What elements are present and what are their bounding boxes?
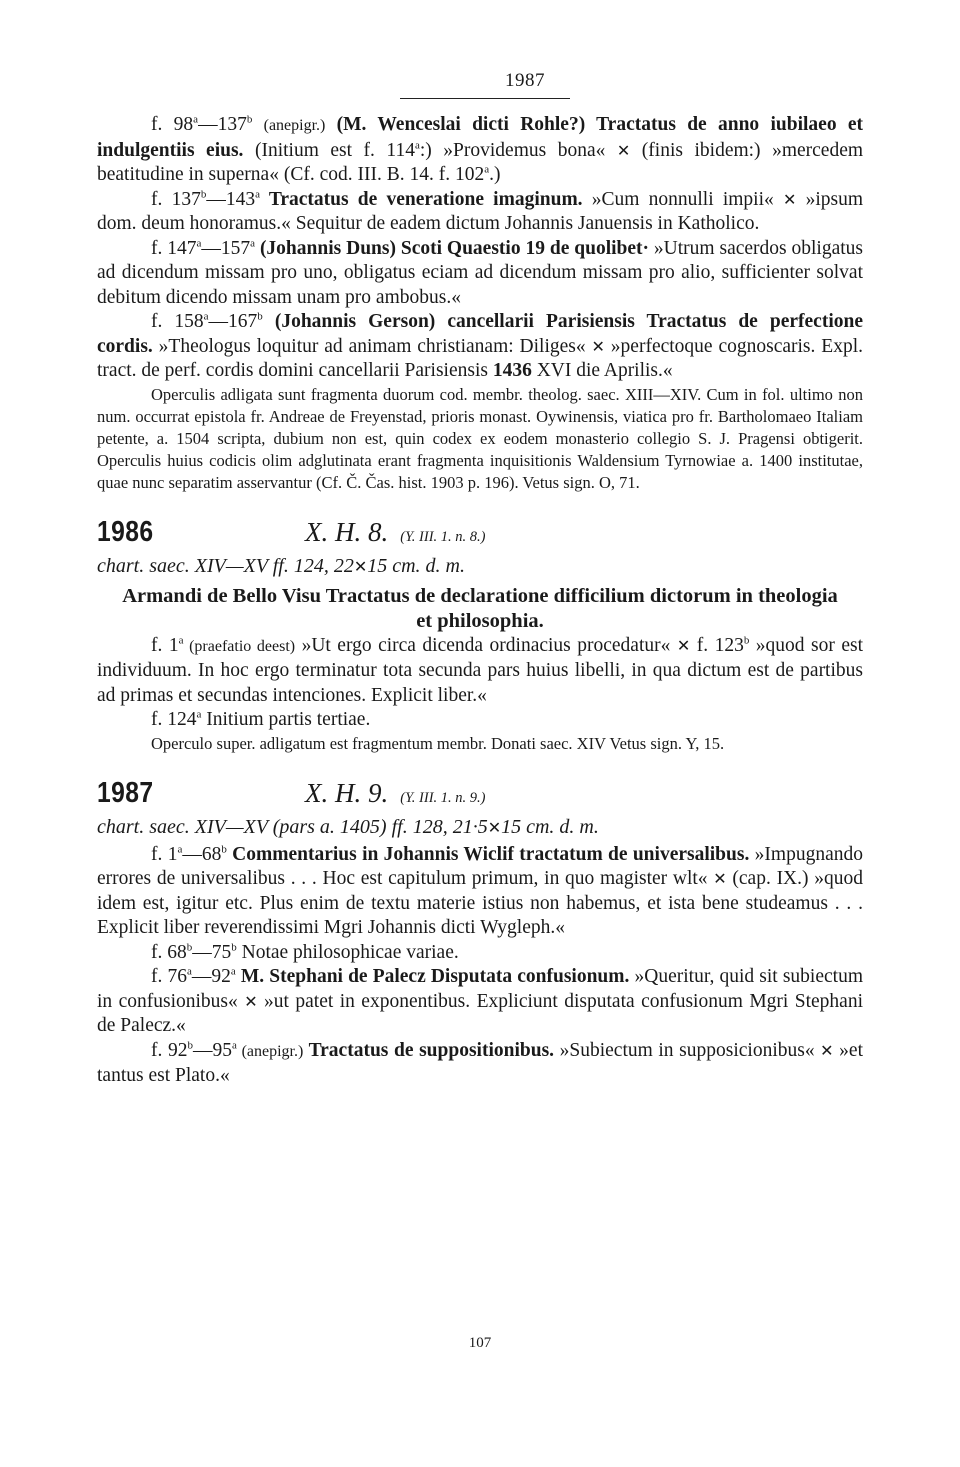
codex-description: chart. saec. XIV—XV (pars a. 1405) ff. 128, 21·5✕15 cm. d. m. — [97, 815, 599, 838]
codex-note: Operculis adligata sunt fragmenta duorum cod. membr. theolog. saec. XIII—XIV. Cum in fol. ultimo non num. occurrat epistola fr. Andreae de Freyenstad, prioris monast. Oywinensis, viatica pro fr. Bartholomaeo Italiam petente, a. 1504 scripta, dubium non est, quin codex ex eodem monasterio collegio S. J. Pragensi obtigerit. Operculis huius codicis olim adglutinata erant fragmenta inquisitionis Waldensium Tyrnowiae a. 1400 institutae, quae nunc separatim asservantur (Cf. Č. Čas. hist. 1903 p. 196). Vetus sign. O, 71. — [97, 384, 863, 492]
entry-paragraph: f. 92$^b$—95$^a$ (anepigr.) Tractatus de suppositionibus. »Subiectum in supposicionibus« ✕ »et tantus est Plato.« — [97, 1039, 863, 1086]
entry-paragraph: f. 147$^a$—157$^a$ (Johannis Duns) Scoti Quaestio 19 de quolibet· »Utrum sacerdos obligatus ad dicendum missam pro uno, obligatus eciam ad dicendum missam pro alio, sufficienter solvat debitum dicendo missam unam pro ambobus.« — [97, 237, 863, 308]
entry-paragraph: f. 1$^a$—68$^b$ Commentarius in Johannis Wiclif tractatum de universalibus. »Impugnando errores de universalibus . . . Hoc est capitulum primum, in quo magister wlt« ✕ (cap. IX.) »quod idem est, igitur etc. Plus enim de textu materie istius non habemus, et ista bene studeamus . . . Explicit liber reverendissimi Mgri Johannis dicti Wygleph.« — [97, 843, 863, 938]
shelfmark: X. H. 9. — [305, 777, 389, 808]
entry-number: 1986 — [97, 515, 154, 548]
entry-paragraph: f. 98$^a$—137$^b$ (anepigr.) (M. Wenceslai dicti Rohle?) Tractatus de anno iubilaeo et indulgentiis eius. (Initium est f. 114$^a$:) »Providemus bona« ✕ (finis ibidem:) »mercedem beatitudine in superna« (Cf. cod. III. B. 14. f. 102$^a$.) — [97, 113, 864, 185]
entry-paragraph: f. 124$^a$ Initium partis tertiae. — [151, 708, 371, 730]
shelfmark: X. H. 8. — [305, 516, 389, 547]
treatise-title: Commentarius in Johannis Wiclif tractatum de universalibus. — [226, 843, 750, 865]
entry-heading — [97, 777, 863, 810]
entry-heading — [97, 516, 863, 549]
cross-icon: ✕ — [782, 189, 797, 209]
treatise-title: (Johannis Duns) Scoti Quaestio 19 de quolibet· — [255, 237, 650, 259]
entry-paragraph: f. 76$^a$—92$^a$ M. Stephani de Palecz Disputata confusionum. »Queritur, quid sit subiectum in confusionibus« ✕ »ut patet in exponentibus. Expliciunt disputata confusionum Mgri Stephani de Palecz.« — [97, 965, 863, 1036]
page — [97, 70, 863, 1089]
header-rule — [400, 98, 570, 99]
cross-icon: ✕ — [244, 991, 258, 1011]
page-footer-number: 107 — [468, 1335, 492, 1351]
entry-paragraph: f. 68$^b$—75$^b$ Notae philosophicae variae. — [151, 941, 459, 963]
page-header-number: 1987 — [505, 70, 545, 91]
old-shelfmark: (Y. III. 1. n. 9.) — [400, 789, 486, 806]
codex-note: Operculo super. adligatum est fragmentum membr. Donati saec. XIV Vetus sign. Y, 15. — [151, 733, 725, 753]
entry-paragraph: f. 1$^a$ (praefatio deest) »Ut ergo circa dicenda ordinacius procedatur« ✕ f. 123$^b$ »quod sor est individuum. In hoc ergo terminatur tota secunda pars huius libelli, in qua dictum est de partibus ad primas et secundas intenciones. Explicit liber.« — [97, 634, 864, 706]
cross-icon: ✕ — [713, 869, 727, 888]
cross-icon: ✕ — [591, 336, 605, 356]
entry-paragraph: f. 158$^a$—167$^b$ (Johannis Gerson) cancellarii Parisiensis Tractatus de perfectione cordis. »Theologus loquitur ad animam christianam: Diliges« ✕ »perfectoque cognoscaris. Expl. tract. de perf. cordis domini cancellarii Parisiensis 1436 XVI die Aprilis.« — [97, 310, 863, 381]
cross-icon: ✕ — [353, 556, 368, 576]
treatise-title: Tractatus de veneratione imaginum. — [259, 188, 583, 210]
cross-icon: ✕ — [616, 140, 631, 160]
old-shelfmark: (Y. III. 1. n. 8.) — [400, 528, 486, 545]
work-title: Armandi de Bello Visu Tractatus de declaratione difficilium dictorum in theologia et philosophia. — [122, 584, 838, 632]
cross-icon: ✕ — [487, 817, 502, 837]
treatise-title: M. Stephani de Palecz Disputata confusionum. — [235, 966, 630, 987]
cross-icon: ✕ — [676, 635, 691, 655]
entry-paragraph: f. 137$^b$—143$^a$ Tractatus de veneratione imaginum. »Cum nonnulli impii« ✕ »ipsum dom. deum honoramus.« Sequitur de eadem dictum Johannis Januensis in Katholico. — [97, 188, 863, 234]
cross-icon: ✕ — [820, 1040, 834, 1060]
treatise-title: Tractatus de suppositionibus. — [303, 1039, 555, 1061]
treatise-title: (Johannis Gerson) cancellarii Parisiensis Tractatus de perfectione cordis. — [97, 311, 863, 357]
treatise-title: (M. Wenceslai dicti Rohle?) Tractatus de anno iubilaeo et indulgentiis eius. — [97, 114, 864, 161]
entry-number: 1987 — [97, 776, 154, 809]
codex-description: chart. saec. XIV—XV ff. 124, 22✕15 cm. d. m. — [97, 554, 465, 577]
